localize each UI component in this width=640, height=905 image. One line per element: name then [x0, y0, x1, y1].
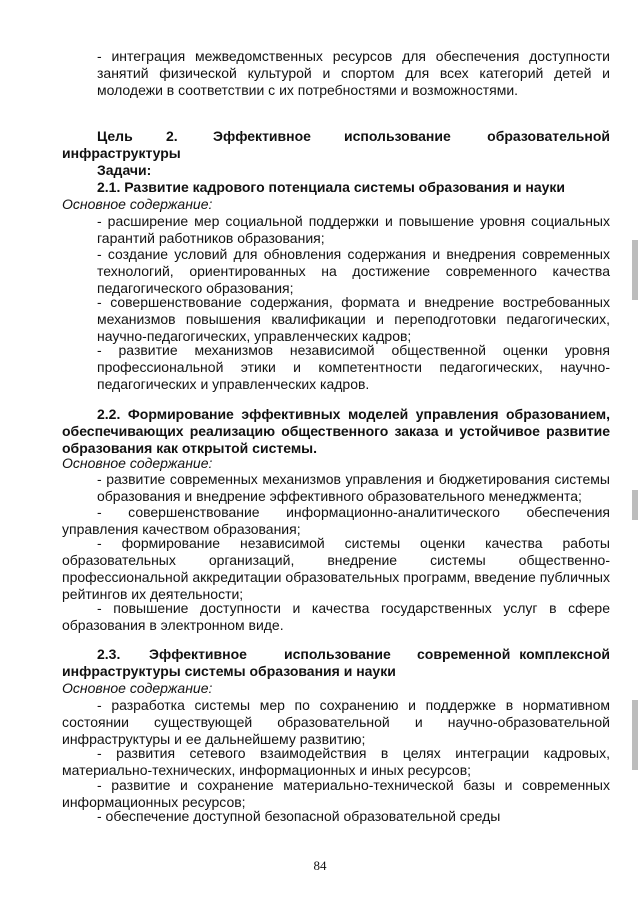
section-2-1-bullet-4: - развитие механизмов независимой общественной оценки уровня профессиональной этики и компетентности педагогических, научно-педагогических и управленческих кадров.: [97, 342, 610, 392]
goal-word-5: образовательной: [487, 128, 610, 144]
section-2-3-content-label: Основное содержание:: [62, 680, 213, 696]
scan-edge-artifact: [632, 700, 638, 770]
section-2-1-bullet-3: - совершенствование содержания, формата и внедрение востребованных механизмов повышения квалификации и переподготовки педагогических, научно-педагогических, управленческих кадров;: [97, 294, 610, 344]
section-2-1-content-label: Основное содержание:: [62, 196, 213, 212]
goal-word-3: Эффективное: [213, 128, 311, 144]
scan-edge-artifact: [632, 240, 638, 300]
section-2-3-bullet-2: - развития сетевого взаимодействия в целях интеграции кадровых, материально-технических, информационных и иных ресурсов;: [62, 745, 610, 778]
section-2-3-word-5: комплексной: [519, 646, 610, 662]
section-2-3-word-3: использование: [284, 646, 391, 662]
goal-word-2: 2.: [166, 128, 178, 144]
section-2-2-bullet-1: - развитие современных механизмов управления и бюджетирования системы образования и внедрение эффективного образовательного менеджмента;: [97, 471, 610, 504]
goal-word-4: использование: [344, 128, 451, 144]
section-2-3-word-1: 2.3.: [97, 646, 121, 662]
section-2-1-title: 2.1. Развитие кадрового потенциала системы образования и науки: [97, 179, 566, 195]
goal-word-1: Цель: [97, 128, 133, 144]
section-2-2-bullet-3: - формирование независимой системы оценки качества работы образовательных организаций, внедрение системы общественно-профессиональной аккредитации образовательных программ, введение публичных рейтингов их деятельности;: [62, 535, 610, 602]
section-2-3-bullet-4: - обеспечение доступной безопасной образовательной среды: [97, 808, 501, 824]
section-2-3-bullet-3: - развитие и сохранение материально-технической базы и современных информационных ресурсов;: [62, 777, 610, 810]
section-2-3-word-2: Эффективное: [149, 646, 247, 662]
scan-edge-artifact: [632, 490, 638, 520]
page-number: 84: [313, 858, 327, 873]
section-2-2-title: 2.2. Формирование эффективных моделей управления образованием, обеспечивающих реализацию общественного заказа и устойчивое развитие образования как открытой системы.: [62, 406, 610, 456]
section-2-1-bullet-2: - создание условий для обновления содержания и внедрения современных технологий, ориентированных на достижение современного качества педагогического образования;: [97, 246, 610, 296]
section-2-1-bullet-1: - расширение мер социальной поддержки и повышение уровня социальных гарантий работников образования;: [97, 213, 610, 246]
section-2-2-content-label: Основное содержание:: [62, 455, 213, 471]
section-2-2-bullet-4: - повышение доступности и качества государственных услуг в сфере образования в электронном виде.: [62, 600, 610, 633]
intro-bullet: - интеграция межведомственных ресурсов для обеспечения доступности занятий физической культурой и спортом для всех категорий детей и молодежи в соответствии с их потребностями и возможностями.: [97, 48, 610, 98]
goal-heading-line2: инфраструктуры: [62, 145, 181, 161]
tasks-label: Задачи:: [97, 162, 152, 178]
section-2-3-title-line2: инфраструктуры системы образования и науки: [62, 663, 396, 679]
section-2-2-bullet-2: - совершенствование информационно-аналитического обеспечения управления качеством образования;: [62, 504, 610, 537]
section-2-3-bullet-1: - разработка системы мер по сохранению и поддержке в нормативном состоянии существующей образовательной и научно-образовательной инфраструктуры и ее дальнейшему развитию;: [62, 697, 610, 747]
section-2-3-word-4: современной: [417, 646, 511, 662]
